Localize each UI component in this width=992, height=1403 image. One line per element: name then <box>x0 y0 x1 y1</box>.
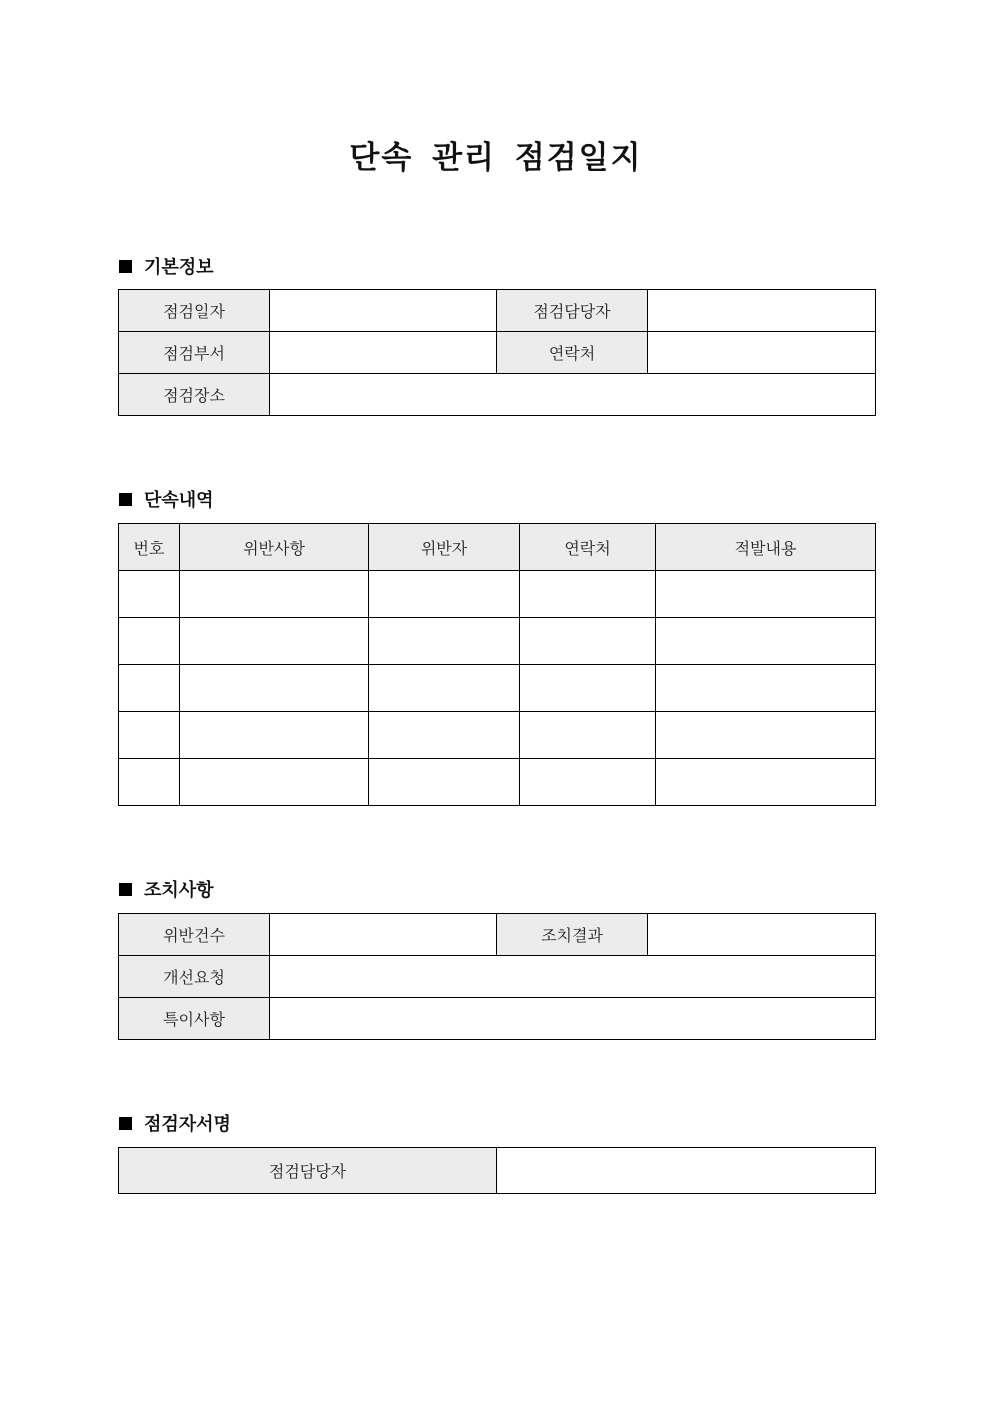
table-cell[interactable] <box>520 618 656 665</box>
table-row <box>119 1148 876 1194</box>
enforcement-records-table <box>118 523 876 806</box>
section-heading-basic-label: 기본정보 <box>144 257 214 278</box>
table-row <box>119 290 876 332</box>
table-cell[interactable] <box>119 618 180 665</box>
table-row <box>119 665 876 712</box>
table-row <box>119 374 876 416</box>
section-heading-basic <box>119 253 214 279</box>
square-bullet-icon <box>119 1117 132 1130</box>
contact-label: 연락처 <box>497 332 648 374</box>
table-cell[interactable] <box>369 712 520 759</box>
table-row <box>119 571 876 618</box>
column-header-contact: 연락처 <box>520 524 656 571</box>
table-cell[interactable] <box>180 665 369 712</box>
section-heading-signature-label: 점검자서명 <box>144 1114 231 1135</box>
inspection-place-field[interactable] <box>270 374 876 416</box>
inspection-place-label: 점검장소 <box>119 374 270 416</box>
improvement-request-field[interactable] <box>270 956 876 998</box>
actions-table <box>118 913 876 1040</box>
table-cell[interactable] <box>180 571 369 618</box>
table-row <box>119 618 876 665</box>
table-cell[interactable] <box>656 712 876 759</box>
table-cell[interactable] <box>656 665 876 712</box>
signature-manager-label: 점검담당자 <box>119 1148 497 1194</box>
table-cell[interactable] <box>520 571 656 618</box>
table-cell[interactable] <box>369 571 520 618</box>
page-title: 단속 관리 점검일지 <box>349 140 643 176</box>
section-heading-records <box>119 486 214 512</box>
column-header-number: 번호 <box>119 524 180 571</box>
column-header-detail: 적발내용 <box>656 524 876 571</box>
table-cell[interactable] <box>180 618 369 665</box>
table-cell[interactable] <box>180 712 369 759</box>
column-header-violation: 위반사항 <box>180 524 369 571</box>
violation-count-field[interactable] <box>270 914 497 956</box>
table-cell[interactable] <box>520 759 656 806</box>
table-cell[interactable] <box>369 759 520 806</box>
square-bullet-icon <box>119 493 132 506</box>
inspection-date-label: 점검일자 <box>119 290 270 332</box>
contact-field[interactable] <box>648 332 876 374</box>
table-header-row <box>119 524 876 571</box>
improvement-request-label: 개선요청 <box>119 956 270 998</box>
table-row <box>119 712 876 759</box>
inspection-date-field[interactable] <box>270 290 497 332</box>
action-result-label: 조치결과 <box>497 914 648 956</box>
table-row <box>119 332 876 374</box>
inspection-manager-field[interactable] <box>648 290 876 332</box>
signature-field[interactable] <box>497 1148 876 1194</box>
action-result-field[interactable] <box>648 914 876 956</box>
table-cell[interactable] <box>119 712 180 759</box>
special-notes-field[interactable] <box>270 998 876 1040</box>
signature-table <box>118 1147 876 1194</box>
inspection-dept-field[interactable] <box>270 332 497 374</box>
table-cell[interactable] <box>656 759 876 806</box>
table-cell[interactable] <box>520 665 656 712</box>
basic-info-table <box>118 289 876 416</box>
table-cell[interactable] <box>656 618 876 665</box>
table-cell[interactable] <box>180 759 369 806</box>
table-row <box>119 759 876 806</box>
table-cell[interactable] <box>369 665 520 712</box>
section-heading-signature <box>119 1110 231 1136</box>
section-heading-actions <box>119 876 214 902</box>
section-heading-actions-label: 조치사항 <box>144 880 214 901</box>
square-bullet-icon <box>119 260 132 273</box>
table-row <box>119 998 876 1040</box>
table-cell[interactable] <box>656 571 876 618</box>
table-row <box>119 914 876 956</box>
table-cell[interactable] <box>119 759 180 806</box>
table-cell[interactable] <box>119 665 180 712</box>
violation-count-label: 위반건수 <box>119 914 270 956</box>
inspection-manager-label: 점검담당자 <box>497 290 648 332</box>
table-row <box>119 956 876 998</box>
table-cell[interactable] <box>119 571 180 618</box>
column-header-violator: 위반자 <box>369 524 520 571</box>
special-notes-label: 특이사항 <box>119 998 270 1040</box>
table-cell[interactable] <box>520 712 656 759</box>
table-cell[interactable] <box>369 618 520 665</box>
square-bullet-icon <box>119 883 132 896</box>
inspection-dept-label: 점검부서 <box>119 332 270 374</box>
section-heading-records-label: 단속내역 <box>144 490 214 511</box>
